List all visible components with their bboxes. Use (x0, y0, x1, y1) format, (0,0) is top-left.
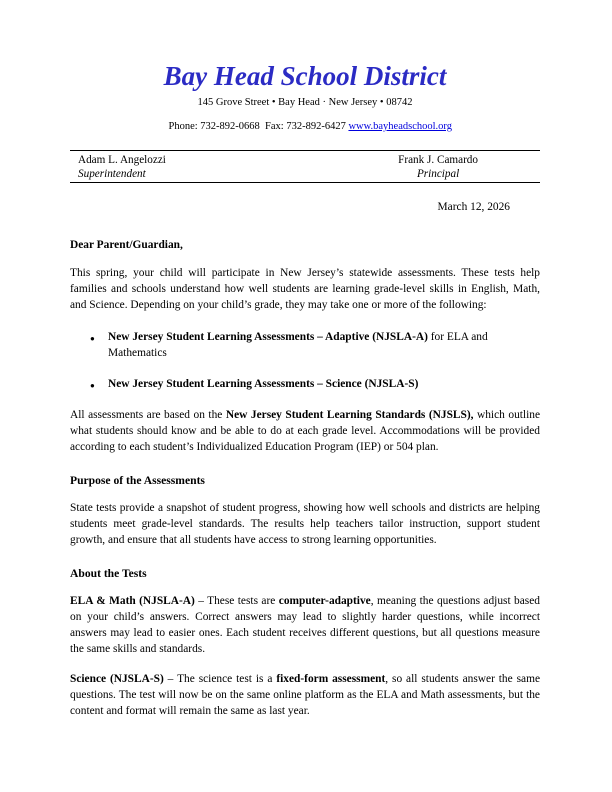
superintendent-block (78, 154, 166, 180)
superintendent-name: Adam L. Angelozzi (78, 153, 166, 166)
heading-purpose: Purpose of the Assessments (70, 473, 205, 487)
paragraph-science: Science (NJSLA-S) – The science test is a fixed-form assessment, so all students answer the same questions. The test will now be on the same online platform as the ELA and Math assessments, but the content and format will remain the same as last year. (70, 672, 540, 717)
paragraph-intro: This spring, your child will participate in New Jersey’s statewide assessments. These tests help families and schools understand how well students are learning grade-level skills in English, Math, and Science. Depending on your child’s grade, they may take one or more of the following: (70, 266, 540, 311)
principal-block (398, 154, 478, 180)
salutation: Dear Parent/Guardian, (70, 238, 183, 251)
letter-date: March 12, 2026 (437, 200, 510, 213)
paragraph-purpose: State tests provide a snapshot of student progress, showing how well schools and districts are helping students meet grade-level standards. The results help teachers tailor instruction, support student growth, and ensure that all students have access to strong learning opportunities. (70, 501, 540, 546)
heading-about-tests: About the Tests (70, 566, 147, 580)
paragraph-ela-math: ELA & Math (NJSLA-A) – These tests are computer-adaptive, meaning the questions adjust based on your child’s answers. Correct answers may lead to slightly harder questions, while incorrect answers may lead to easier ones. Each student receives different questions, but all questions measure the same skills and standards. (70, 594, 540, 655)
officials-divider (70, 182, 540, 183)
bullet-njsla-adaptive: ● New Jersey Student Learning Assessments – Adaptive (NJSLA-A) for ELA and Mathematics (90, 329, 510, 361)
officials-row (70, 151, 540, 181)
website-link[interactable]: www.bayheadschool.org (348, 120, 452, 132)
district-address: 145 Grove Street • Bay Head · New Jersey • 08742 (197, 96, 413, 108)
bullet-njsla-science: ● New Jersey Student Learning Assessments – Science (NJSLA-S) (90, 376, 510, 392)
assessment-list (70, 329, 540, 392)
principal-title: Principal (416, 167, 460, 180)
superintendent-title: Superintendent (78, 167, 146, 180)
paragraph-standards: All assessments are based on the New Jersey Student Learning Standards (NJSLS), which outline what students should know and be able to do at each grade level. Accommodations will be provided according to each student’s Individualized Education Program (IEP) or 504 plan. (70, 408, 541, 453)
principal-name: Frank J. Camardo (398, 153, 478, 166)
district-contact-line (70, 110, 540, 143)
phone-fax-text: Phone: 732-892-0668 Fax: 732-892-6427 (168, 120, 349, 132)
district-title: Bay Head School District (163, 61, 447, 91)
